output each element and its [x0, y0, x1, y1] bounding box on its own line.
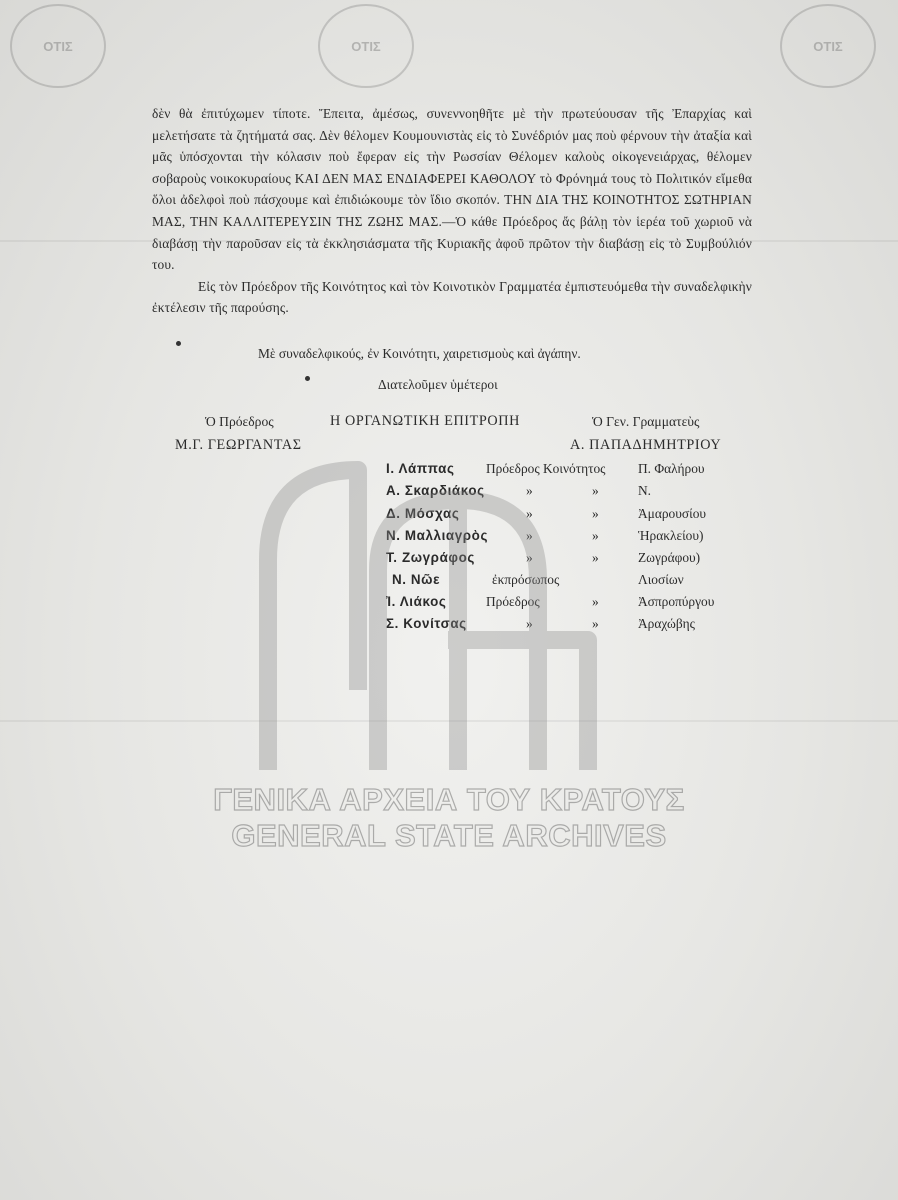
ditto-mark: » [592, 483, 599, 498]
closing-greeting: Μὲ συναδελφικούς, ἐν Κοινότητι, χαιρετισμοὺς καὶ ἀγάπην. [258, 346, 581, 361]
ditto-mark: » [526, 483, 533, 498]
ink-dot [176, 341, 181, 346]
member-place: Ν. [638, 483, 652, 498]
ditto-mark: » [592, 594, 599, 609]
postal-stamp: ΟΤΙΣ [318, 4, 414, 88]
member-name: Σ. Κονίτσας [386, 616, 467, 631]
member-place: Π. Φαλήρου [638, 461, 705, 476]
ditto-mark: » [526, 550, 533, 565]
archives-logo-watermark [228, 440, 678, 780]
president-name: Μ.Γ. ΓΕΩΡΓΑΝΤΑΣ [175, 437, 302, 453]
ditto-mark: » [526, 616, 533, 631]
watermark-english: GENERAL STATE ARCHIVES [231, 818, 667, 853]
secretary-label: Ὁ Γεν. Γραμματεὺς [592, 414, 700, 429]
member-name: Τ. Ζωγράφος [386, 550, 475, 565]
ditto-mark: » [592, 528, 599, 543]
president-label: Ὁ Πρόεδρος [205, 414, 274, 429]
member-place: Ἀμαρουσίου [638, 506, 707, 521]
member-name: Ἰ. Λιάκος [386, 594, 447, 609]
member-role: Πρόεδρος [486, 594, 540, 609]
watermark-greek: ΓΕΝΙΚΑ ΑΡΧΕΙΑ ΤΟΥ ΚΡΑΤΟΥΣ [213, 782, 685, 817]
member-name: Α. Σκαρδιάκος [386, 483, 485, 498]
secretary-name: Α. ΠΑΠΑΔΗΜΗΤΡΙΟΥ [570, 437, 722, 453]
member-role: ἐκπρόσωπος [492, 572, 560, 587]
postal-stamp: ΟΤΙΣ [10, 4, 106, 88]
postal-stamp: ΟΤΙΣ [780, 4, 876, 88]
body-paragraph: Εἰς τὸν Πρόεδρον τῆς Κοινότητος καὶ τὸν Κοινοτικὸν Γραμματέα ἐμπιστευόμεθα τὴν συναδελφικὴν ἐκτέλεσιν τῆς παρούσης. [152, 278, 752, 316]
member-name: Ι. Λάππας [386, 461, 455, 476]
member-place: Ἡρακλείου) [638, 528, 704, 543]
member-name: Ν. Νῶε [392, 572, 441, 587]
ditto-mark: » [592, 506, 599, 521]
ditto-mark: » [526, 528, 533, 543]
body-paragraph: δὲν θὰ ἐπιτύχωμεν τίποτε. Ἔπειτα, ἀμέσως, συνεννοηθῆτε μὲ τὴν πρωτεύουσαν τῆς Ἐπαρχίας καὶ μελετήσατε τὰ ζητήματά σας. Δὲν θέλομεν Κουμουνιστὰς εἰς τὸ Συνέδριόν μας ποὺ φέρνουν τὴν ἀταξία καὶ μᾶς ὑπόσχονται τὴν κόλασιν ποὺ ἔφεραν εἰς τὴν Ρωσσίαν Θέλομεν καλοὺς οἰκογενειάρχας, θέλομεν σοβαροὺς νοικοκυραίους ΚΑΙ ΔΕΝ ΜΑΣ ΕΝΔΙΑΦΕΡΕΙ ΚΑΘΟΛΟΥ τὸ Φρόνημά τους τὸ Πολιτικόν εἴμεθα ὅλοι ἀδελφοὶ ποὺ πάσχουμε καὶ ἐπιδιώκουμε τὸν ἴδιο σκοπόν. ΤΗΝ ΔΙΑ ΤΗΣ ΚΟΙΝΟΤΗΤΟΣ ΣΩΤΗΡΙΑΝ ΜΑΣ, ΤΗΝ ΚΑΛΛΙΤΕΡΕΥΣΙΝ ΤΗΣ ΖΩΗΣ ΜΑΣ.—Ὁ κάθε Πρόεδρος ἄς βάλῃ τὸν ἱερέα τοῦ χωριοῦ νὰ διαβάσῃ τὴν παροῦσαν εἰς τὰ ἐκκλησιάσματα τῆς Κυριακῆς ἀφοῦ πρῶτον τὴν διαβάσῃ εἰς τὸ Συμβούλιόν του. [152, 106, 752, 273]
member-role: Πρόεδρος Κοινότητος [486, 461, 606, 476]
member-place: Ἀσπροπύργου [638, 594, 715, 609]
ditto-mark: » [592, 616, 599, 631]
committee-title: Η ΟΡΓΑΝΩΤΙΚΗ ΕΠΙΤΡΟΠΗ [330, 413, 520, 429]
ink-dot [305, 376, 310, 381]
member-place: Ζωγράφου) [638, 550, 701, 565]
member-place: Ἀραχώβης [638, 616, 695, 631]
closing-remain: Διατελοῦμεν ὑμέτεροι [378, 377, 498, 392]
member-place: Λιοσίων [638, 572, 684, 587]
member-name: Δ. Μόσχας [386, 506, 460, 521]
member-name: Ν. Μαλλιαγρὸς [386, 528, 489, 543]
letter-body [152, 103, 752, 319]
ditto-mark: » [592, 550, 599, 565]
ditto-mark: » [526, 506, 533, 521]
